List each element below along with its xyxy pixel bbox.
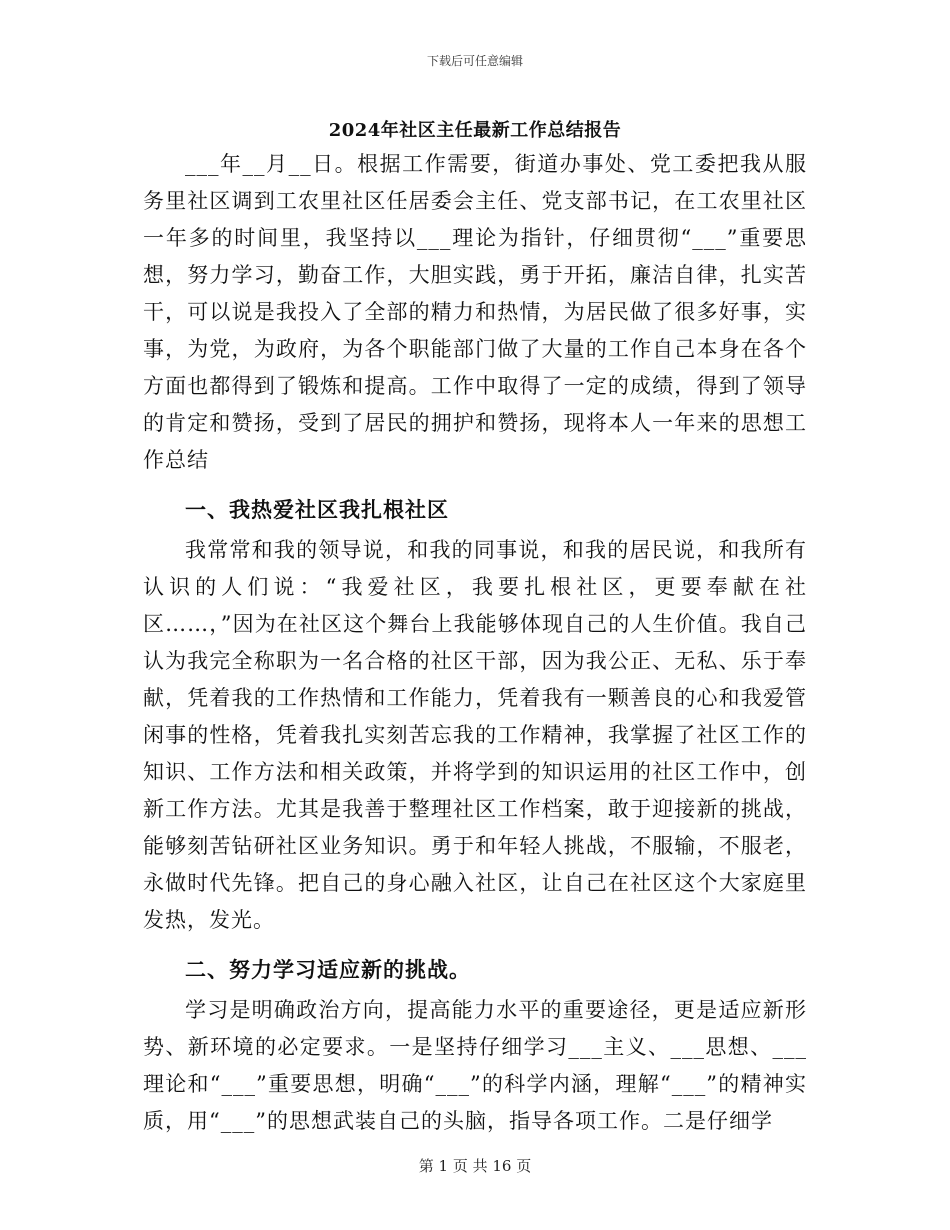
header-note: 下载后可任意编辑 bbox=[426, 54, 523, 68]
document-title: 2024年社区主任最新工作总结报告 bbox=[328, 120, 622, 141]
section-1-heading: 一、我热爱社区我扎根社区 bbox=[185, 497, 449, 522]
document-body bbox=[143, 146, 807, 1140]
section-1-paragraph: 我常常和我的领导说，和我的同事说，和我的居民说，和我所有认识的人们说：“我爱社区，我要扎根社区，更要奉献在社区……，”因为在社区这个舞台上我能够体现自己的人生价值。我自己认为我完全称职为一名合格的社区干部，因为我公正、无私、乐于奉献，凭着我的工作热情和工作能力，凭着我有一颗善良的心和我爱管闲事的性格，凭着我扎实刻苦忘我的工作精神，我掌握了社区工作的知识、工作方法和相关政策，并将学到的知识运用的社区工作中，创新工作方法。尤其是我善于整理社区工作档案，敢于迎接新的挑战，能够刻苦钻研社区业务知识。勇于和年轻人挑战，不服输，不服老，永做时代先锋。把自己的身心融入社区，让自己在社区这个大家庭里发热，发光。 bbox=[143, 538, 807, 932]
intro-paragraph: ___年__月__日。根据工作需要，街道办事处、党工委把我从服务里社区调到工农里社区任居委会主任、党支部书记，在工农里社区一年多的时间里，我坚持以___理论为指针，仔细贯彻“___”重要思想，努力学习，勤奋工作，大胆实践，勇于开拓，廉洁自律，扎实苦干，可以说是我投入了全部的精力和热情，为居民做了很多好事，实事，为党，为政府，为各个职能部门做了大量的工作自己本身在各个方面也都得到了锻炼和提高。工作中取得了一定的成绩，得到了领导的肯定和赞扬，受到了居民的拥护和赞扬，现将本人一年来的思想工作总结 bbox=[143, 152, 807, 472]
section-2-paragraph: 学习是明确政治方向，提高能力水平的重要途径，更是适应新形势、新环境的必定要求。一是坚持仔细学习___主义、___思想、___理论和“___”重要思想，明确“___”的科学内涵，理解“___”的精神实质，用“___”的思想武装自己的头脑，指导各项工作。二是仔细学 bbox=[143, 998, 807, 1133]
section-2-heading: 二、努力学习适应新的挑战。 bbox=[185, 957, 471, 982]
page-indicator: 第 1 页 共 16 页 bbox=[418, 1157, 532, 1175]
